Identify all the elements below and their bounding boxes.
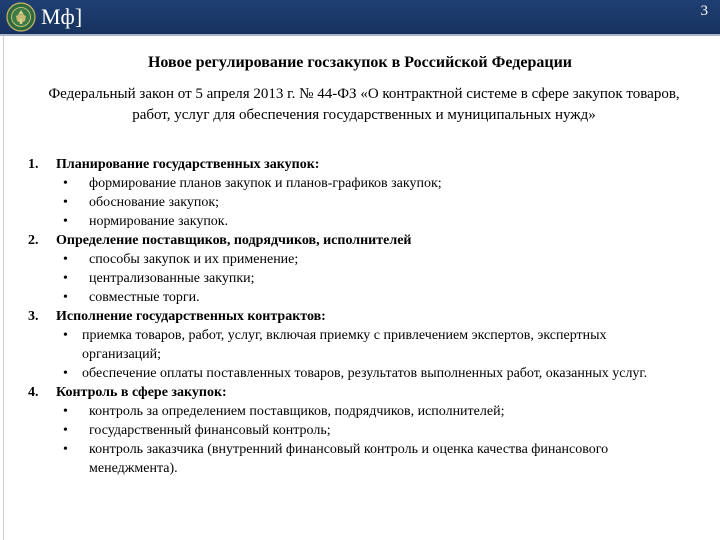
- section-number: 3.: [28, 309, 39, 324]
- list-item-text: государственный финансовый контроль;: [89, 423, 331, 438]
- section-planning: [0, 155, 720, 174]
- bullet-icon: •: [63, 442, 68, 457]
- list-item: [0, 269, 720, 288]
- bullet-icon: •: [63, 214, 68, 229]
- list-item: [0, 440, 720, 478]
- list-item: [0, 402, 720, 421]
- section-number: 1.: [28, 157, 39, 172]
- section-number: 4.: [28, 385, 39, 400]
- bullet-icon: •: [63, 290, 68, 305]
- list-item-text: обеспечение оплаты поставленных товаров, результатов выполненных работ, оказанных услуг.: [82, 366, 648, 381]
- section-title: Контроль в сфере закупок:: [56, 385, 227, 400]
- list-item-text: обоснование закупок;: [89, 195, 220, 210]
- section-title: Исполнение государственных контрактов:: [56, 309, 326, 324]
- section-title: Планирование государственных закупок:: [56, 157, 320, 172]
- bullet-icon: •: [63, 328, 68, 343]
- bullet-icon: •: [63, 404, 68, 419]
- list-item-text: формирование планов закупок и планов-графиков закупок;: [89, 176, 442, 191]
- list-item: [0, 288, 720, 307]
- list-item: [0, 326, 720, 364]
- list-item-text: контроль за определением поставщиков, подрядчиков, исполнителей;: [89, 404, 505, 419]
- bullet-icon: •: [63, 423, 68, 438]
- list-item-text: нормирование закупок.: [89, 214, 229, 229]
- bullet-icon: •: [63, 366, 68, 381]
- list-item: [0, 174, 720, 193]
- logo-text: Мф]: [41, 4, 83, 29]
- header-bar: [0, 0, 720, 34]
- list-item: [0, 364, 720, 383]
- list-item-text: централизованные закупки;: [89, 271, 255, 286]
- section-control: [0, 383, 720, 402]
- bullet-icon: •: [63, 195, 68, 210]
- list-item: [0, 193, 720, 212]
- bullet-icon: •: [63, 271, 68, 286]
- list-item-text: приемка товаров, работ, услуг, включая приемку с привлечением экспертов, экспертных организаций;: [82, 328, 607, 362]
- section-execution: [0, 307, 720, 326]
- section-title: Определение поставщиков, подрядчиков, исполнителей: [56, 233, 412, 248]
- list-item: [0, 421, 720, 440]
- section-number: 2.: [28, 233, 39, 248]
- list-item-text: контроль заказчика (внутренний финансовый контроль и оценка качества финансового менеджмента).: [89, 442, 609, 476]
- list-item-text: способы закупок и их применение;: [89, 252, 299, 267]
- bullet-icon: •: [63, 176, 68, 191]
- section-suppliers: [0, 231, 720, 250]
- slide-title: Новое регулирование госзакупок в Российской Федерации: [147, 54, 572, 71]
- law-subtitle: Федеральный закон от 5 апреля 2013 г. № 44-ФЗ «О контрактной системе в сфере закупок товаров, работ, услуг для обеспечения государственных и муниципальных нужд»: [48, 86, 680, 123]
- list-item: [0, 212, 720, 231]
- outline-list: [0, 155, 720, 478]
- page-number: 3: [700, 3, 708, 19]
- header-divider: [0, 34, 720, 36]
- list-item-text: совместные торги.: [89, 290, 200, 305]
- bullet-icon: •: [63, 252, 68, 267]
- list-item: [0, 250, 720, 269]
- ministry-emblem-icon: [6, 2, 36, 32]
